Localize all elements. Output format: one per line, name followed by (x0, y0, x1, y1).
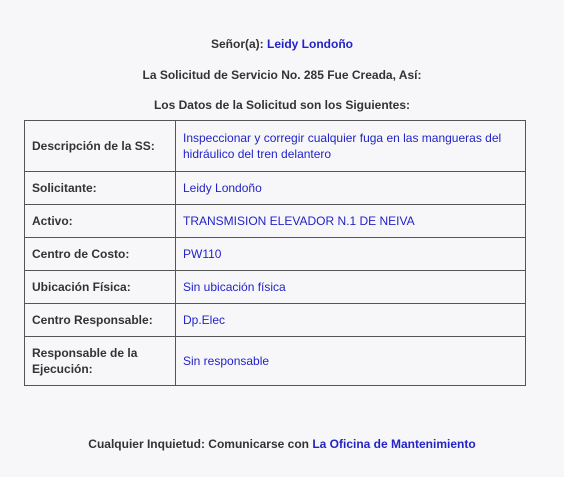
table-row (25, 238, 526, 271)
greeting-line (0, 37, 564, 52)
request-details-table (24, 120, 526, 386)
row-label: Centro Responsable: (25, 304, 176, 337)
row-value: TRANSMISION ELEVADOR N.1 DE NEIVA (176, 205, 526, 238)
recipient-name: Leidy Londoño (267, 37, 353, 51)
table-row (25, 337, 526, 386)
table-row (25, 205, 526, 238)
maintenance-office-link[interactable]: La Oficina de Mantenimiento (312, 437, 476, 451)
footer-prefix: Cualquier Inquietud: Comunicarse con (88, 437, 309, 451)
table-row (25, 304, 526, 337)
creation-line: La Solicitud de Servicio No. 285 Fue Creada, Así: (142, 68, 422, 82)
row-label: Activo: (25, 205, 176, 238)
row-value: Leidy Londoño (176, 172, 526, 205)
table-row (25, 172, 526, 205)
table-row (25, 121, 526, 172)
row-label: Centro de Costo: (25, 238, 176, 271)
row-value: Sin responsable (176, 337, 526, 386)
row-label: Ubicación Física: (25, 271, 176, 304)
row-label: Responsable de la Ejecución: (25, 337, 176, 386)
row-label: Solicitante: (25, 172, 176, 205)
row-label: Descripción de la SS: (25, 121, 176, 172)
row-value: Dp.Elec (176, 304, 526, 337)
row-value: Inspeccionar y corregir cualquier fuga en las mangueras del hidráulico del tren delantero (176, 121, 526, 172)
table-row (25, 271, 526, 304)
row-value: Sin ubicación física (176, 271, 526, 304)
row-value: PW110 (176, 238, 526, 271)
details-intro-line: Los Datos de la Solicitud son los Siguientes: (153, 98, 411, 112)
footer-line (0, 437, 564, 452)
greeting-prefix: Señor(a): (210, 37, 264, 51)
